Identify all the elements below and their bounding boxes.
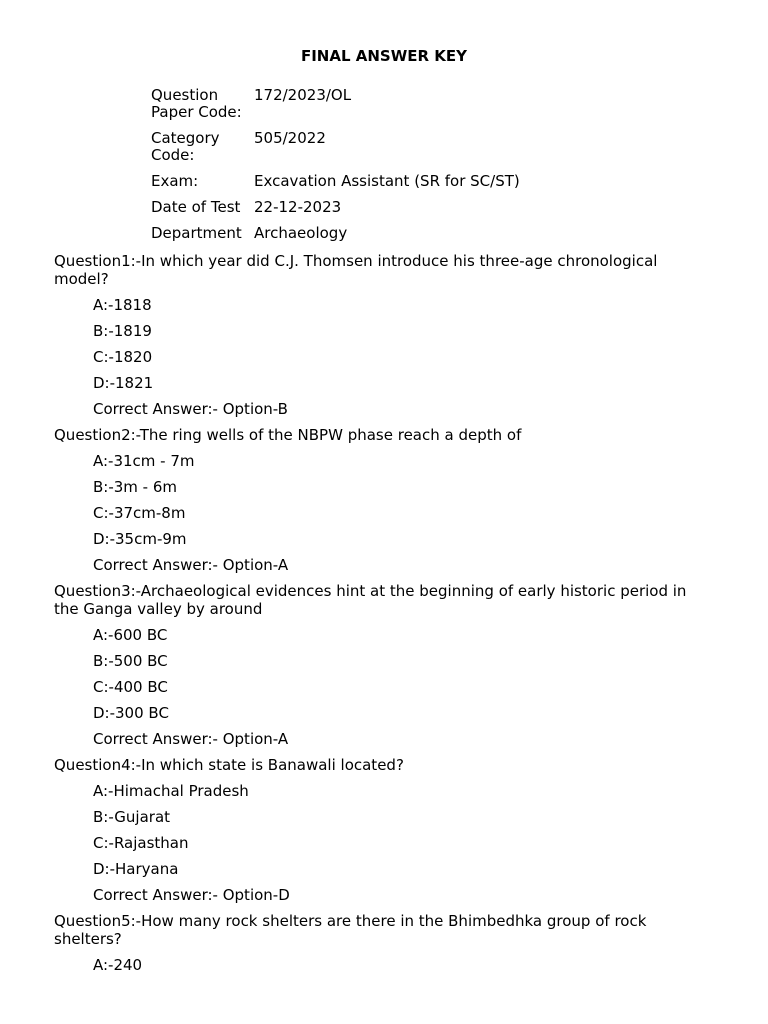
exam-detail-row — [151, 225, 520, 251]
question-text: Question2:-The ring wells of the NBPW phase reach a depth of — [54, 426, 522, 444]
question-text: Question5:-How many rock shelters are there in the Bhimbedhka group of rock shelters? — [54, 912, 647, 948]
answer-option: A:-31cm - 7m — [93, 452, 195, 470]
question-paper-code-value: 172/2023/OL — [254, 86, 352, 104]
date-of-test-value: 22-12-2023 — [254, 198, 342, 216]
correct-answer: Correct Answer:- Option-D — [93, 886, 290, 904]
question-text: Question4:-In which state is Banawali located? — [54, 756, 404, 774]
question-paper-code-label: Question Paper Code: — [151, 86, 242, 121]
exam-label: Exam: — [151, 172, 199, 190]
answer-option: D:-300 BC — [93, 704, 169, 722]
correct-answer: Correct Answer:- Option-A — [93, 730, 289, 748]
date-of-test-label: Date of Test — [151, 198, 241, 216]
page-title: FINAL ANSWER KEY — [300, 47, 468, 65]
answer-option: C:-400 BC — [93, 678, 168, 696]
exam-value: Excavation Assistant (SR for SC/ST) — [254, 172, 520, 190]
answer-option: D:-1821 — [93, 374, 154, 392]
category-code-value: 505/2022 — [254, 129, 326, 147]
question-text: Question3:-Archaeological evidences hint at the beginning of early historic period in the Ganga valley by around — [54, 582, 687, 618]
answer-option: A:-600 BC — [93, 626, 168, 644]
answer-option: B:-1819 — [93, 322, 152, 340]
answer-option: C:-1820 — [93, 348, 153, 366]
question-list — [54, 252, 714, 982]
correct-answer: Correct Answer:- Option-B — [93, 400, 288, 418]
answer-option: A:-240 — [93, 956, 143, 974]
answer-option: B:-Gujarat — [93, 808, 171, 826]
exam-detail-row — [151, 173, 520, 199]
answer-option: A:-1818 — [93, 296, 152, 314]
category-code-label: Category Code: — [151, 129, 220, 164]
exam-detail-row — [151, 130, 520, 173]
exam-details-table — [151, 87, 520, 251]
department-value: Archaeology — [254, 224, 348, 242]
exam-detail-row — [151, 199, 520, 225]
correct-answer: Correct Answer:- Option-A — [93, 556, 289, 574]
answer-option: C:-37cm-8m — [93, 504, 186, 522]
answer-option: B:-3m - 6m — [93, 478, 178, 496]
answer-option: B:-500 BC — [93, 652, 168, 670]
question-text: Question1:-In which year did C.J. Thomsen introduce his three-age chronological model? — [54, 252, 658, 288]
department-label: Department — [151, 224, 242, 242]
answer-option: D:-35cm-9m — [93, 530, 187, 548]
answer-option: C:-Rajasthan — [93, 834, 189, 852]
exam-detail-row — [151, 87, 520, 130]
answer-option: D:-Haryana — [93, 860, 179, 878]
answer-option: A:-Himachal Pradesh — [93, 782, 249, 800]
